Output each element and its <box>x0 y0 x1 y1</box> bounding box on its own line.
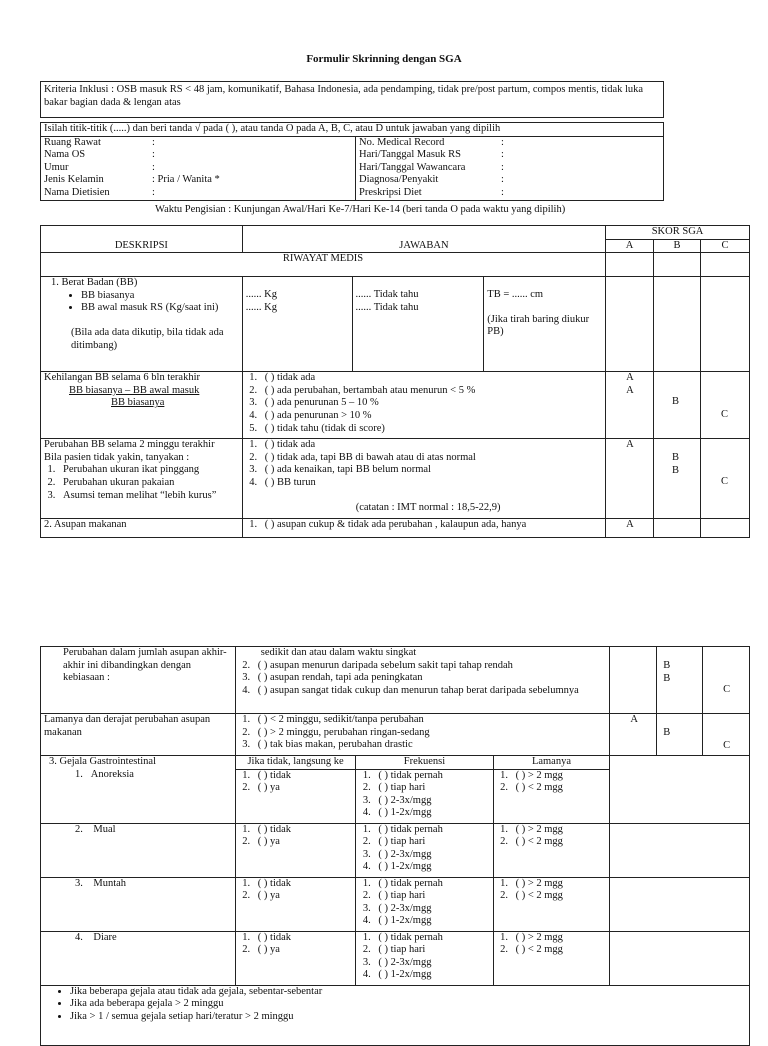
col-jika: Jika tidak, langsung ke <box>235 756 356 770</box>
option-checkbox[interactable]: 4. ( ) 1-2x/mgg <box>373 915 489 928</box>
id-label: Ruang Rawat <box>44 136 101 148</box>
option-checkbox[interactable]: 2. ( ) < 2 mgg <box>511 782 607 795</box>
asupan-desc: 2. Asupan makanan <box>41 519 243 538</box>
header-jawaban: JAWABAN <box>242 226 605 253</box>
option-checkbox[interactable]: 3. ( ) 2-3x/mgg <box>373 795 489 808</box>
score-cell <box>610 647 657 714</box>
id-value[interactable]: : <box>501 186 504 198</box>
option-checkbox[interactable]: 2. ( ) ya <box>253 836 353 849</box>
col-frekuensi: Frekuensi <box>356 756 493 770</box>
id-label: No. Medical Record <box>359 136 445 148</box>
score-cell <box>700 519 749 538</box>
waktu-pengisian: Waktu Pengisian : Kunjungan Awal/Hari Ke-7/Hari Ke-14 (beri tanda O pada waktu yang dipilih) <box>155 204 566 215</box>
bb-desc <box>41 277 243 372</box>
tb-field[interactable]: TB = ...... cm <box>487 289 544 301</box>
score-a-2[interactable]: A <box>626 384 634 396</box>
option-checkbox[interactable]: 2. ( ) tiap hari <box>373 836 489 849</box>
score-c-1[interactable]: C <box>720 409 728 421</box>
option-checkbox[interactable]: 1. ( ) tidak <box>253 770 353 783</box>
option-checkbox[interactable]: 2. ( ) < 2 mgg <box>511 944 607 957</box>
option-checkbox[interactable]: 1. ( ) tidak ada <box>260 439 602 452</box>
score-a[interactable] <box>610 714 657 756</box>
id-value[interactable]: : <box>501 136 504 148</box>
lamanya-options <box>235 714 610 756</box>
score-a[interactable] <box>606 439 654 519</box>
id-value[interactable]: : <box>152 149 155 161</box>
bb-tidak-tahu <box>352 277 484 372</box>
gejala-ya-tidak <box>235 877 356 931</box>
option-checkbox[interactable]: 1. ( ) tidak pernah <box>373 770 489 783</box>
id-value[interactable]: : <box>152 186 155 198</box>
option-checkbox[interactable]: 2. ( ) tiap hari <box>373 944 489 957</box>
tb-note: (Jika tirah baring diukur PB) <box>487 313 590 338</box>
option-checkbox[interactable]: 2. ( ) ya <box>253 944 353 957</box>
gejala-summary <box>41 985 750 1045</box>
perubahan2-list-item: 1. Perubahan ukuran ikat pinggang <box>58 464 239 477</box>
identity-table <box>40 122 664 201</box>
asupan-options <box>242 519 605 538</box>
form-title: Formulir Skrinning dengan SGA <box>306 53 462 65</box>
summary-bullet: • Jika > 1 / semua gejala setiap hari/teratur > 2 minggu <box>70 1011 746 1024</box>
perubahan2-list-item: 3. Asumsi teman melihat “lebih kurus” <box>58 490 239 503</box>
score-b[interactable] <box>657 647 703 714</box>
option-checkbox[interactable]: 4. ( ) 1-2x/mgg <box>373 807 489 820</box>
instruction-cell <box>41 123 664 137</box>
kriteria-text: Kriteria Inklusi : OSB masuk RS < 48 jam, komunikatif, Bahasa Indonesia, ada pendamping, tidak pre/post partum, compos mentis, tidak luka bakar bagian dada & lengan atas <box>44 84 644 109</box>
option-checkbox[interactable]: 1. ( ) tidak pernah <box>373 824 489 837</box>
score-c-1[interactable]: C <box>723 684 731 695</box>
summary-bullet: • Jika beberapa gejala atau tidak ada gejala, sebentar-sebentar <box>70 986 746 999</box>
option-checkbox[interactable]: 3. ( ) tak bias makan, perubahan drastic <box>253 739 607 752</box>
header-b: B <box>654 239 701 253</box>
sga-table <box>40 225 750 538</box>
perubahan2-desc-2: Bila pasien tidak yakin, tanyakan : <box>44 451 190 463</box>
gejala-ya-tidak <box>235 823 356 877</box>
kehilangan-options <box>242 372 605 439</box>
col-lamanya: Lamanya <box>493 756 610 770</box>
option-checkbox[interactable]: 1. ( ) < 2 minggu, sedikit/tanpa perubahan <box>253 714 607 727</box>
id-label: Jenis Kelamin <box>44 174 104 186</box>
option-checkbox[interactable]: 2. ( ) ada perubahan, bertambah atau menurun < 5 % <box>260 385 602 398</box>
score-b-1[interactable]: B <box>672 396 680 408</box>
score-cell <box>654 519 701 538</box>
score-a-1[interactable]: A <box>626 519 634 531</box>
perubahan-asupan-desc: Perubahan dalam jumlah asupan akhir-akhir ini dibandingkan dengan kebiasaan : <box>41 647 236 714</box>
score-cell <box>610 931 750 985</box>
option-checkbox[interactable]: 2. ( ) < 2 mgg <box>511 890 607 903</box>
score-a[interactable] <box>606 372 654 439</box>
option-checkbox[interactable]: 1. ( ) asupan cukup & tidak ada perubahan , kalaupun ada, hanya <box>260 519 602 532</box>
id-label: Hari/Tanggal Wawancara <box>359 161 466 173</box>
option-checkbox[interactable]: 1. ( ) > 2 mgg <box>511 932 607 945</box>
gejala-lamanya <box>493 823 610 877</box>
header-c: C <box>700 239 749 253</box>
score-c[interactable] <box>703 647 750 714</box>
sga-table-page2 <box>40 646 750 1046</box>
option-checkbox[interactable]: 3. ( ) ada penurunan 5 – 10 % <box>260 397 602 410</box>
option-checkbox[interactable]: 2. ( ) > 2 minggu, perubahan ringan-sedang <box>253 727 607 740</box>
score-cell <box>700 253 749 277</box>
option-checkbox[interactable]: 1. ( ) tidak pernah <box>373 878 489 891</box>
option-checkbox[interactable]: 1. ( ) > 2 mgg <box>511 878 607 891</box>
id-value[interactable]: : <box>152 136 155 148</box>
option-checkbox[interactable]: 3. ( ) 2-3x/mgg <box>373 957 489 970</box>
score-c-1[interactable]: C <box>723 740 731 751</box>
option-checkbox[interactable]: 1. ( ) tidak <box>253 878 353 891</box>
option-checkbox[interactable]: 1. ( ) > 2 mgg <box>511 824 607 837</box>
gejala-frekuensi <box>356 877 493 931</box>
gejala-lamanya <box>493 931 610 985</box>
score-cell <box>610 877 750 931</box>
perubahan2-desc <box>41 439 243 519</box>
score-a[interactable] <box>606 519 654 538</box>
score-b-2[interactable]: B <box>672 464 680 476</box>
gejala-frekuensi <box>356 769 493 823</box>
score-cell <box>610 823 750 877</box>
id-label: Nama Dietisien <box>44 186 110 198</box>
gejala-ya-tidak <box>235 931 356 985</box>
summary-bullet: • Jika ada beberapa gejala > 2 minggu <box>70 998 746 1011</box>
id-value[interactable]: : <box>152 161 155 173</box>
bb-tb <box>484 277 606 372</box>
asupan-continuation: sedikit dan atau dalam waktu singkat <box>260 647 417 658</box>
id-label: Hari/Tanggal Masuk RS <box>359 149 461 161</box>
kehilangan-desc-2: BB biasanya – BB awal masuk <box>69 384 200 396</box>
option-checkbox[interactable]: 4. ( ) 1-2x/mgg <box>373 861 489 874</box>
score-c-1[interactable]: C <box>720 476 728 488</box>
option-checkbox[interactable]: 1. ( ) tidak ada <box>260 372 602 385</box>
score-b-2[interactable]: B <box>663 672 671 684</box>
perubahan2-options <box>242 439 605 519</box>
option-checkbox[interactable]: 2. ( ) ya <box>253 890 353 903</box>
option-checkbox[interactable]: 1. ( ) tidak <box>253 824 353 837</box>
gejala-frekuensi <box>356 823 493 877</box>
kg-field[interactable]: ...... Kg <box>245 301 277 313</box>
score-b-1[interactable]: B <box>663 660 671 671</box>
imt-catatan: (catatan : IMT normal : 18,5-22,9) <box>355 501 501 513</box>
identity-left <box>41 136 356 200</box>
perubahan-asupan-options <box>235 647 610 714</box>
score-b[interactable] <box>654 372 701 439</box>
option-checkbox[interactable]: 2. ( ) tidak ada, tapi BB di bawah atau di atas normal <box>260 452 602 465</box>
option-checkbox[interactable]: 1. ( ) tidak <box>253 932 353 945</box>
option-checkbox[interactable]: 1. ( ) tidak pernah <box>373 932 489 945</box>
option-checkbox[interactable]: 4. ( ) ada penurunan > 10 % <box>260 410 602 423</box>
lamanya-desc: Lamanya dan derajat perubahan asupan makanan <box>41 714 236 756</box>
id-label: Preskripsi Diet <box>359 186 422 198</box>
gejala-2-desc: 2. Mual <box>41 823 236 877</box>
score-cell <box>654 253 701 277</box>
score-c[interactable] <box>703 714 750 756</box>
kg-field[interactable]: ...... Kg <box>245 289 277 301</box>
score-b-1[interactable]: B <box>663 727 671 738</box>
bb-kg <box>242 277 352 372</box>
identity-right <box>356 136 664 200</box>
score-cell <box>606 253 654 277</box>
gejala-3-desc: 3. Muntah <box>41 877 236 931</box>
header-skor: SKOR SGA <box>606 226 750 240</box>
gejala-1-desc <box>41 756 236 824</box>
gejala-lamanya <box>493 877 610 931</box>
score-a-1[interactable]: A <box>626 439 634 451</box>
header-a: A <box>606 239 654 253</box>
score-cell <box>654 277 701 372</box>
score-cell <box>606 277 654 372</box>
gejala-ya-tidak <box>235 769 356 823</box>
option-checkbox[interactable]: 2. ( ) tiap hari <box>373 890 489 903</box>
bb-item: • BB biasanya <box>81 290 239 303</box>
gejala-frekuensi <box>356 931 493 985</box>
option-checkbox[interactable]: 3. ( ) asupan rendah, tapi ada peningkatan <box>253 672 607 685</box>
id-value[interactable]: : <box>501 149 504 161</box>
score-cell <box>700 277 749 372</box>
id-value[interactable]: : <box>501 161 504 173</box>
riwayat-medis: RIWAYAT MEDIS <box>41 253 606 277</box>
id-value[interactable]: : <box>501 174 504 186</box>
id-value[interactable]: : Pria / Wanita * <box>152 174 220 186</box>
option-checkbox[interactable]: 3. ( ) 2-3x/mgg <box>373 903 489 916</box>
option-checkbox[interactable]: 2. ( ) tiap hari <box>373 782 489 795</box>
score-c[interactable] <box>700 439 749 519</box>
option-checkbox[interactable]: 4. ( ) BB turun <box>260 477 602 490</box>
score-a-1[interactable]: A <box>630 714 638 725</box>
score-cell <box>610 756 750 824</box>
gejala-lamanya <box>493 769 610 823</box>
kehilangan-desc-1: Kehilangan BB selama 6 bln terakhir <box>44 372 200 384</box>
bb-note: (Bila ada data dikutip, bila tidak ada ditimbang) <box>71 326 224 351</box>
gejala-title: 3. Gejala Gastrointestinal <box>49 756 157 767</box>
perubahan2-list-item: 2. Perubahan ukuran pakaian <box>58 477 239 490</box>
tidak-tahu-field[interactable]: ...... Tidak tahu <box>355 289 419 301</box>
gejala-4-desc: 4. Diare <box>41 931 236 985</box>
instruction-text: Isilah titik-titik (.....) dan beri tanda √ pada ( ), atau tanda O pada A, B, C, atau D untuk jawaban yang dipilih <box>44 123 501 134</box>
option-checkbox[interactable]: 2. ( ) asupan menurun daripada sebelum sakit tapi tahap rendah <box>253 660 607 673</box>
option-checkbox[interactable]: 5. ( ) tidak tahu (tidak di score) <box>260 423 602 436</box>
bb-title: 1. Berat Badan (BB) <box>51 277 138 289</box>
id-label: Diagnosa/Penyakit <box>359 174 439 186</box>
tidak-tahu-field[interactable]: ...... Tidak tahu <box>355 301 419 313</box>
id-label: Nama OS <box>44 149 86 161</box>
option-checkbox[interactable]: 2. ( ) ya <box>253 782 353 795</box>
option-checkbox[interactable]: 3. ( ) 2-3x/mgg <box>373 849 489 862</box>
option-checkbox[interactable]: 1. ( ) > 2 mgg <box>511 770 607 783</box>
score-c[interactable] <box>700 372 749 439</box>
option-checkbox[interactable]: 4. ( ) asupan sangat tidak cukup dan menurun tahap berat daripada sebelumnya <box>253 685 607 698</box>
id-label: Umur <box>44 161 69 173</box>
score-a-1[interactable]: A <box>626 372 634 384</box>
header-deskripsi: DESKRIPSI <box>41 226 243 253</box>
bb-item: • BB awal masuk RS (Kg/saat ini) <box>81 302 239 315</box>
perubahan2-desc-1: Perubahan BB selama 2 minggu terakhir <box>44 439 215 451</box>
option-checkbox[interactable]: 2. ( ) < 2 mgg <box>511 836 607 849</box>
score-b-1[interactable]: B <box>672 452 680 464</box>
option-checkbox[interactable]: 3. ( ) ada kenaikan, tapi BB belum normal <box>260 464 602 477</box>
kehilangan-desc-3: BB biasanya <box>111 397 165 409</box>
option-checkbox[interactable]: 4. ( ) 1-2x/mgg <box>373 969 489 982</box>
kriteria-box <box>40 81 664 118</box>
kehilangan-desc <box>41 372 243 439</box>
score-b[interactable] <box>654 439 701 519</box>
score-b[interactable] <box>657 714 703 756</box>
gejala-name: 1. Anoreksia <box>75 768 134 780</box>
